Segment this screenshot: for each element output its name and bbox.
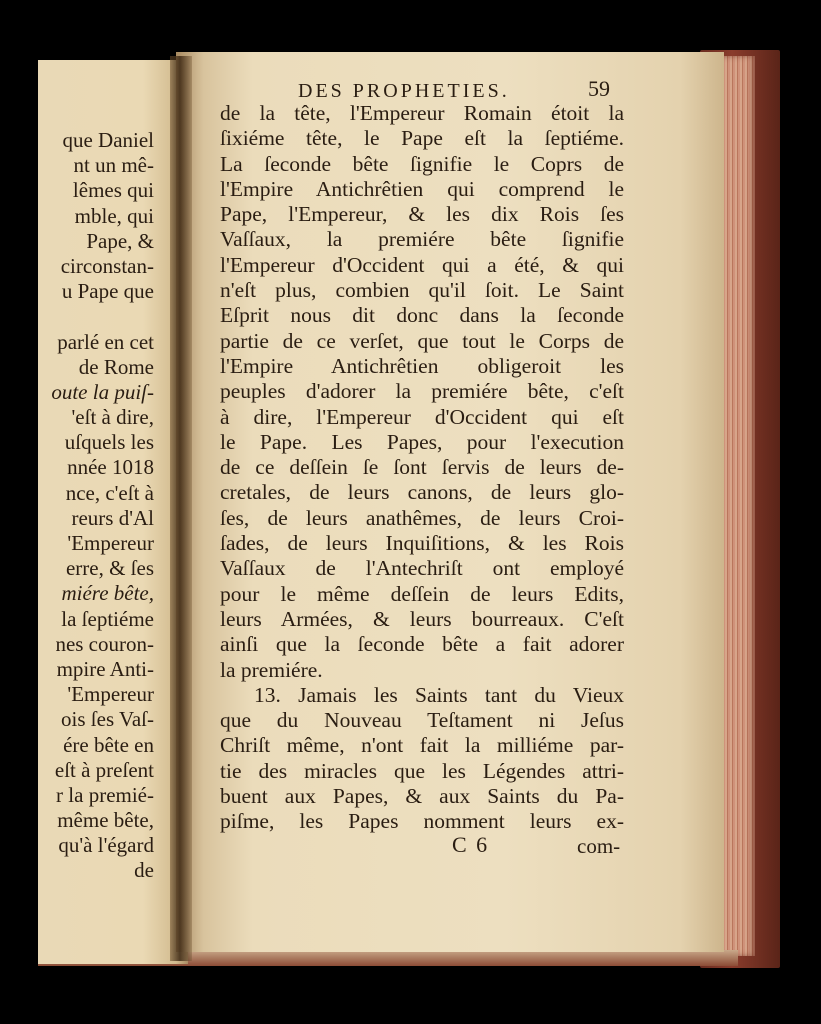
text-line: ainſi que la ſeconde bête a fait adorer [220, 632, 624, 657]
text-line: Vaſſaux de l'Antechriſt ont employé [220, 556, 624, 581]
text-line: ois ſes Vaſ- [61, 707, 154, 732]
text-line: tie des miracles que les Légendes attri- [220, 758, 624, 783]
text-line: pour le même deſſein de leurs Edits, [220, 581, 624, 606]
text-line: erre, & ſes [65, 556, 154, 581]
text-line: eſt à preſent [54, 757, 154, 782]
text-line: mble, qui [74, 203, 154, 228]
text-line: de ce deſſein ſe ſont ſervis de leurs de- [220, 455, 624, 480]
text-line: La ſeconde bête ſignifie le Coprs de [220, 151, 624, 176]
text-line: peuples d'adorer la premiére bête, c'eſt [220, 379, 624, 404]
text-line: ſes, de leurs anathêmes, de leurs Croi- [220, 505, 624, 530]
text-line: de Rome [78, 354, 154, 379]
text-line: ſixiéme tête, le Pape eſt la ſeptiéme. [220, 126, 624, 151]
text-line: 'Empereur [67, 682, 154, 707]
left-page-text [51, 128, 154, 884]
text-line: parlé en cet [57, 329, 154, 354]
text-line: Pape, l'Empereur, & les dix Rois ſes [220, 202, 624, 227]
text-line: circonstan- [60, 253, 154, 278]
text-line: n'eſt plus, combien qu'il ſoit. Le Saint [220, 278, 624, 303]
text-line: miére bête, [61, 581, 154, 606]
text-line: de [134, 858, 154, 883]
catchword: com- [577, 834, 621, 858]
text-line: à dire, l'Empereur d'Occident qui eſt [220, 404, 624, 429]
text-line: que Daniel [62, 128, 154, 152]
text-line: lêmes qui [72, 178, 154, 203]
text-line: Vaſſaux, la premiére bête ſignifie [220, 227, 624, 252]
text-line: 'Empereur [67, 531, 154, 555]
text-line: uſquels les [64, 430, 154, 455]
text-line: la ſeptiéme [61, 606, 154, 631]
left-page [38, 60, 188, 964]
text-line: mpire Anti- [56, 656, 154, 681]
text-line: oute la puiſ- [51, 379, 154, 404]
text-line: l'Empire Antichrêtien obligeroit les [220, 353, 624, 378]
text-line: nt un mê- [73, 153, 154, 178]
text-line: Chriſt même, n'ont fait la milliéme par- [220, 733, 624, 758]
page-number: 59 [588, 76, 610, 101]
text-line: partie de ce verſet, que tout le Corps de [220, 328, 624, 353]
text-line: ére bête en [63, 732, 154, 757]
signature-mark: C 6 [452, 832, 490, 857]
text-line: Pape, & [86, 228, 154, 253]
text-line: la premiére. [220, 657, 323, 682]
text-line: r la premié- [56, 782, 154, 807]
text-line: 'eſt à dire, [71, 405, 154, 430]
text-line: nce, c'eſt à [65, 480, 154, 505]
text-line: l'Empereur d'Occident qui a été, & qui [220, 252, 624, 277]
book-gutter [170, 56, 192, 961]
text-line: piſme, les Papes nomment leurs ex- [220, 809, 624, 834]
text-line: qu'à l'égard [58, 833, 154, 858]
text-line: que du Nouveau Teſtament ni Jeſus [220, 708, 624, 733]
text-line: cretales, de leurs canons, de leurs glo- [220, 480, 624, 505]
text-line: buent aux Papes, & aux Saints du Pa- [220, 784, 624, 809]
text-line: reurs d'Al [71, 505, 154, 530]
text-line: u Pape que [61, 279, 154, 304]
text-line: nes couron- [55, 631, 154, 656]
text-line [51, 304, 154, 329]
text-line: leurs Armées, & leurs bourreaux. C'eſt [220, 606, 624, 631]
text-line: l'Empire Antichrêtien qui comprend le [220, 176, 624, 201]
text-line: Eſprit nous dit donc dans la ſeconde [220, 303, 624, 328]
text-line: même bête, [57, 808, 154, 833]
text-line: 13. Jamais les Saints tant du Vieux [254, 682, 624, 707]
running-head: DES PROPHETIES. [298, 80, 510, 102]
text-line: ſades, de leurs Inquiſitions, & les Rois [220, 531, 624, 556]
text-line: nnée 1018 [67, 455, 154, 480]
right-page-text [220, 101, 624, 835]
text-line: le Pape. Les Papes, pour l'execution [220, 429, 624, 454]
text-line: de la tête, l'Empereur Romain étoit la [220, 101, 624, 125]
